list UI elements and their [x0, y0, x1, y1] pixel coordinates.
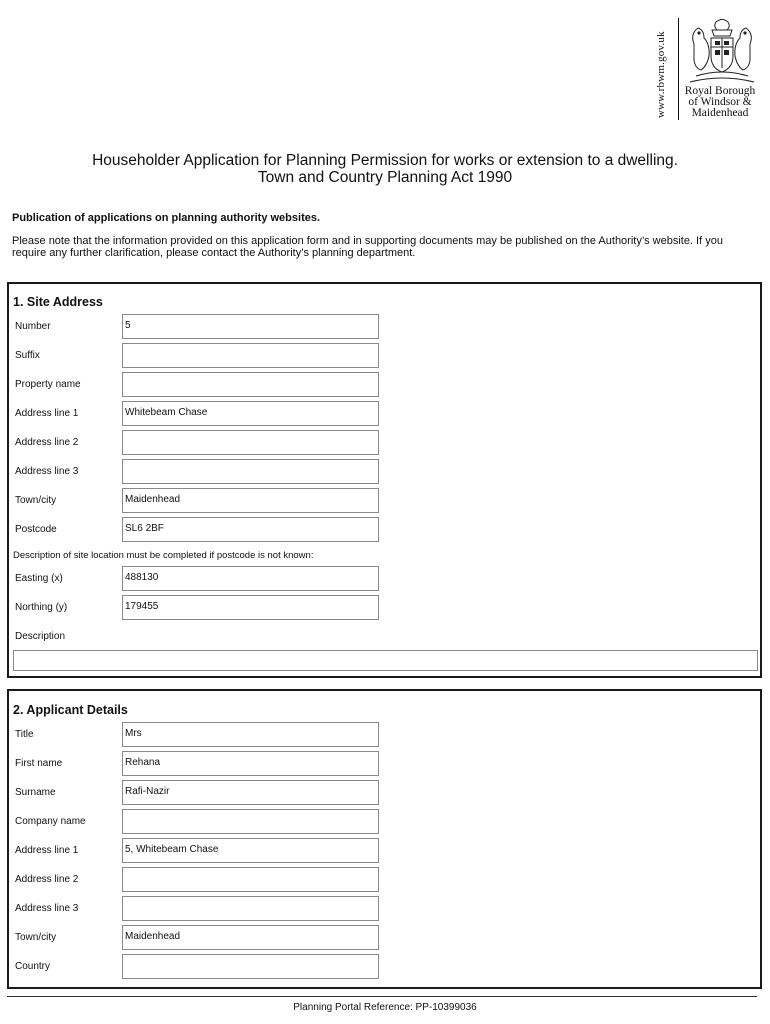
surname-row: [9, 780, 760, 806]
northing-field[interactable]: 179455: [122, 595, 379, 620]
town-city-field[interactable]: Maidenhead: [122, 488, 379, 513]
first-name-field[interactable]: Rehana: [122, 751, 379, 776]
surname-field[interactable]: Rafi-Nazir: [122, 780, 379, 805]
address-line-3-row: [9, 459, 760, 485]
field-label: Town/city: [15, 495, 57, 506]
document-title-line-1: Householder Application for Planning Permission for works or extension to a dwelling.: [92, 152, 678, 169]
document-title-line-2: Town and Country Planning Act 1990: [257, 169, 513, 186]
section-title: 1. Site Address: [13, 295, 103, 309]
town-city-row: [9, 488, 760, 514]
council-name-line: Royal Borough: [684, 85, 756, 97]
section-title: 2. Applicant Details: [13, 703, 128, 717]
field-label: Address line 1: [15, 845, 79, 856]
field-label: Address line 2: [15, 874, 79, 885]
field-label: Surname: [15, 787, 56, 798]
field-label: Country: [15, 961, 51, 972]
country-field[interactable]: [122, 954, 379, 979]
coat-of-arms-icon: [686, 16, 758, 86]
country-row: [9, 954, 760, 980]
postcode-row: [9, 517, 760, 543]
number-field[interactable]: 5: [122, 314, 379, 339]
northing-row: [9, 595, 760, 621]
company-name-row: [9, 809, 760, 835]
location-note: Description of site location must be completed if postcode is not known:: [13, 550, 314, 561]
field-label: Company name: [15, 816, 86, 827]
applicant-details-section: [7, 689, 762, 989]
description-field[interactable]: [13, 650, 758, 671]
site-address-section: [7, 282, 762, 678]
planning-portal-reference: Planning Portal Reference: PP-10399036: [293, 1002, 477, 1013]
address-line-3-field[interactable]: [122, 459, 379, 484]
easting-field[interactable]: 488130: [122, 566, 379, 591]
title-field[interactable]: Mrs: [122, 722, 379, 747]
description-label: Description: [15, 631, 66, 642]
applicant-address-line-3-row: [9, 896, 760, 922]
document-title: [0, 152, 770, 186]
title-row: [9, 722, 760, 748]
applicant-address-line-2-row: [9, 867, 760, 893]
address-line-2-row: [9, 430, 760, 456]
publication-note: Please note that the information provided on this application form and in supporting documents may be published on the Authority’s website. If you require any further clarification, please contact the Authority’s planning department.: [12, 235, 723, 259]
field-label: First name: [15, 758, 63, 769]
council-name-line: of Windsor &: [688, 96, 752, 108]
property-name-field[interactable]: [122, 372, 379, 397]
field-label: Northing (y): [15, 602, 68, 613]
address-line-2-field[interactable]: [122, 430, 379, 455]
applicant-town-city-row: [9, 925, 760, 951]
field-label: Address line 3: [15, 903, 79, 914]
field-label: Suffix: [15, 350, 40, 361]
field-label: Address line 1: [15, 408, 79, 419]
applicant-address-line-1-field[interactable]: 5, Whitebeam Chase: [122, 838, 379, 863]
property-name-row: [9, 372, 760, 398]
company-name-field[interactable]: [122, 809, 379, 834]
logo-divider: [678, 18, 679, 120]
suffix-field[interactable]: [122, 343, 379, 368]
applicant-town-city-field[interactable]: Maidenhead: [122, 925, 379, 950]
field-label: Easting (x): [15, 573, 63, 584]
first-name-row: [9, 751, 760, 777]
applicant-address-line-2-field[interactable]: [122, 867, 379, 892]
suffix-row: [9, 343, 760, 369]
applicant-address-line-3-field[interactable]: [122, 896, 379, 921]
field-label: Title: [15, 729, 34, 740]
field-label: Property name: [15, 379, 81, 390]
council-name: [680, 86, 760, 119]
field-label: Postcode: [15, 524, 57, 535]
address-line-1-field[interactable]: Whitebeam Chase: [122, 401, 379, 426]
applicant-address-line-1-row: [9, 838, 760, 864]
postcode-field[interactable]: SL6 2BF: [122, 517, 379, 542]
field-label: Address line 2: [15, 437, 79, 448]
footer-divider: [7, 996, 757, 997]
publication-heading: Publication of applications on planning authority websites.: [12, 212, 321, 224]
field-label: Address line 3: [15, 466, 79, 477]
council-website-url: www.rbwm.gov.uk: [655, 31, 667, 118]
council-name-line: Maidenhead: [691, 107, 749, 119]
address-line-1-row: [9, 401, 760, 427]
field-label: Town/city: [15, 932, 57, 943]
easting-row: [9, 566, 760, 592]
field-label: Number: [15, 321, 51, 332]
number-row: [9, 314, 760, 340]
